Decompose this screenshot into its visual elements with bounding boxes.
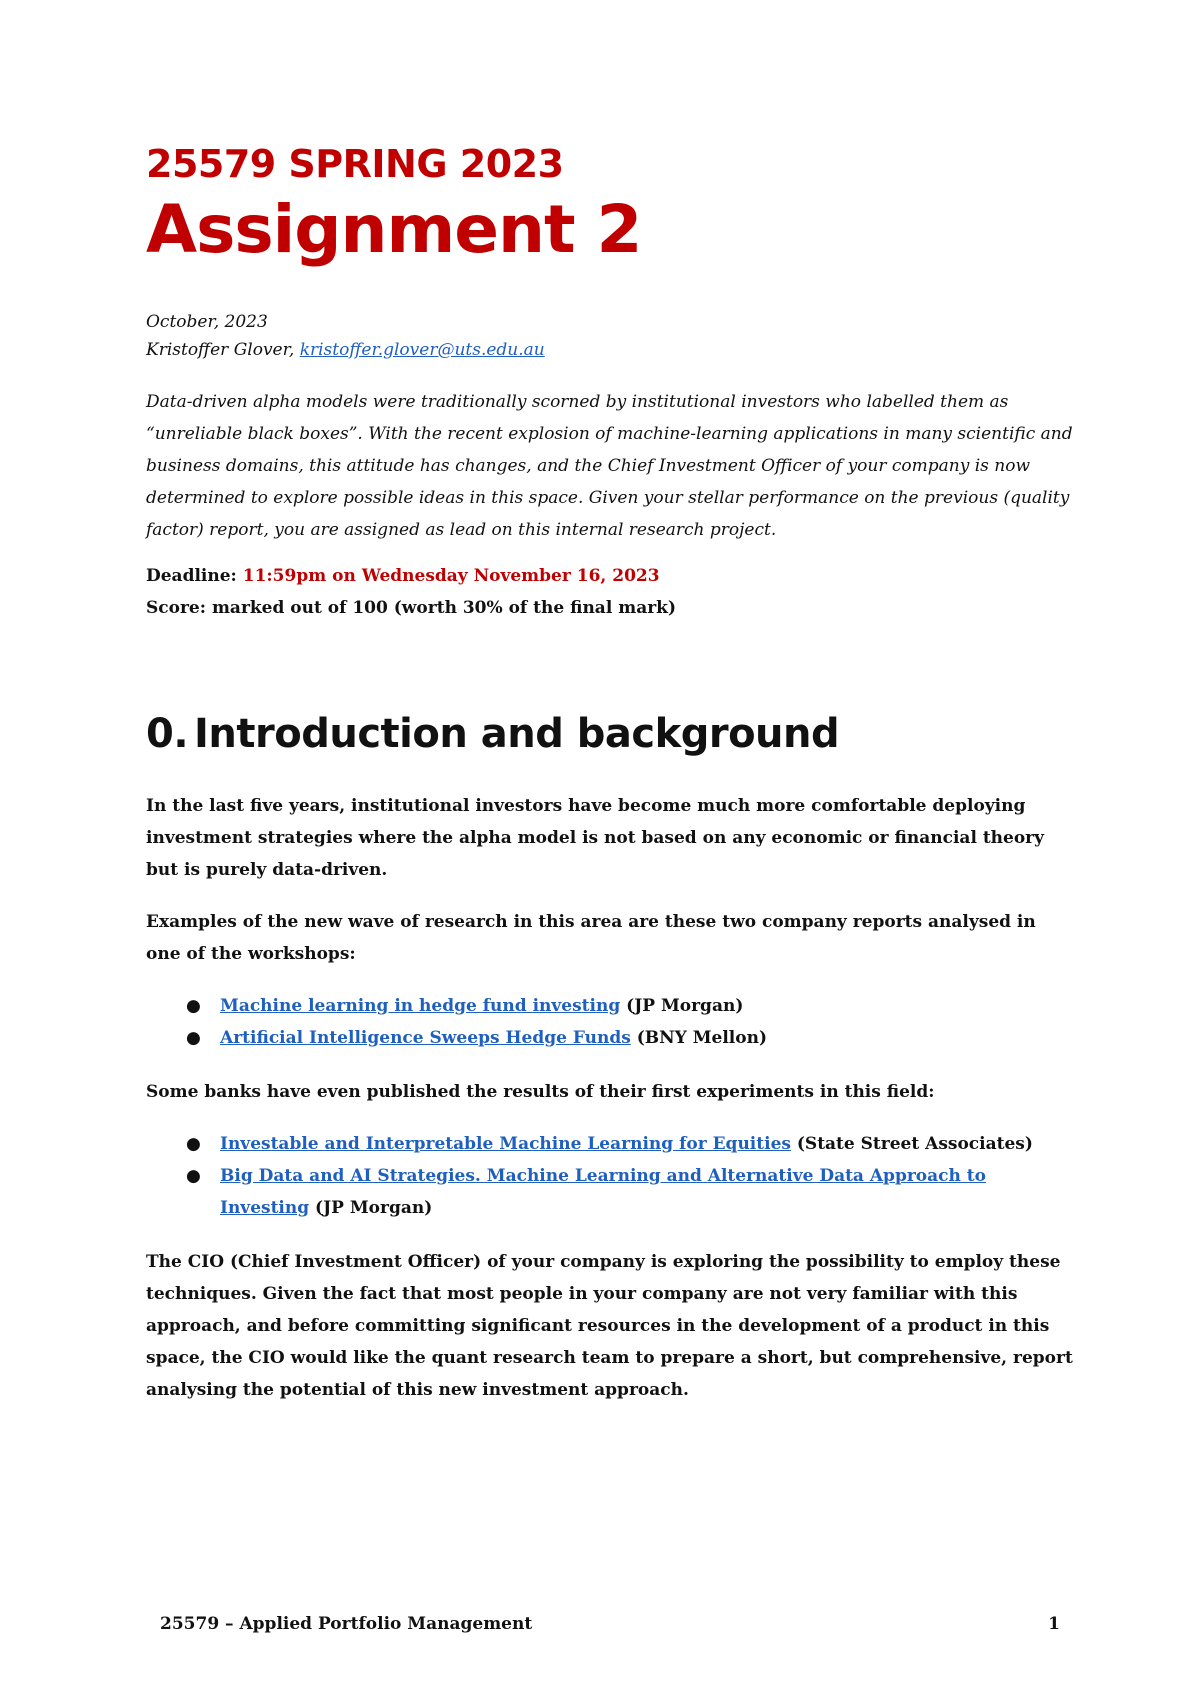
author-email-link[interactable]: kristoffer.glover@uts.edu.au (299, 340, 545, 360)
intro-paragraph: Data-driven alpha models were traditionally scorned by institutional investors who labelled them as “unreliable black boxes”. With the recent explosion of machine-learning applications in many scientific and business domains, this attitude has changes, and the Chief Investment Officer of your company is now determined to explore possible ideas in this space. Given your stellar performance on the previous (quality factor) report, you are assigned as lead on this internal research project. (146, 392, 1073, 540)
deadline-value: 11:59pm on Wednesday November 16, 2023 (242, 566, 660, 586)
date-line: October, 2023 (146, 312, 268, 332)
list-item (146, 1160, 1076, 1224)
score-label: Score: (146, 598, 212, 618)
bullet-icon: ● (186, 1028, 201, 1048)
report-link[interactable]: Investable and Interpretable Machine Learning for Equities (220, 1134, 791, 1154)
report-link[interactable]: Big Data and AI Strategies. Machine Learning and Alternative Data Approach to Investing (220, 1166, 986, 1218)
score-value: marked out of 100 (worth 30% of the final mark) (211, 598, 676, 618)
section-number: 0. (146, 711, 189, 757)
list-item (146, 990, 1076, 1022)
page-content (146, 140, 1076, 1426)
bullet-icon: ● (186, 1134, 201, 1154)
author-line (146, 336, 1076, 364)
page-title: Assignment 2 (146, 191, 642, 268)
bullet-icon: ● (186, 996, 201, 1016)
deadline-block (146, 560, 1076, 624)
footer-course: 25579 – Applied Portfolio Management (160, 1614, 533, 1634)
page-footer (160, 1612, 1060, 1636)
score-line (146, 592, 1076, 624)
paragraph-2: Examples of the new wave of research in this area are these two company reports analysed in one of the workshops: (146, 912, 1036, 964)
report-source: (JP Morgan) (620, 996, 744, 1016)
course-line: 25579 SPRING 2023 (146, 142, 564, 186)
author-name: Kristoffer Glover, (146, 340, 300, 360)
report-source: (BNY Mellon) (630, 1028, 767, 1048)
bullet-icon: ● (186, 1166, 201, 1186)
paragraph-4: The CIO (Chief Investment Officer) of your company is exploring the possibility to employ these techniques. Given the fact that most people in your company are not very familiar with this approach, and before committing significant resources in the development of a product in this space, the CIO would like the quant research team to prepare a short, but comprehensive, report analysing the potential of this new investment approach. (146, 1252, 1073, 1400)
report-link[interactable]: Machine learning in hedge fund investing (220, 996, 621, 1016)
paragraph-1: In the last five years, institutional investors have become much more comfortable deploying investment strategies where the alpha model is not based on any economic or financial theory but is purely data-driven. (146, 796, 1045, 880)
paragraph-3: Some banks have even published the results of their first experiments in this field: (146, 1082, 935, 1102)
list-item (146, 1128, 1076, 1160)
section-title: Introduction and background (194, 711, 840, 757)
company-reports-list (146, 990, 1076, 1054)
report-source: (JP Morgan) (309, 1198, 433, 1218)
section-heading (146, 708, 1076, 760)
report-link[interactable]: Artificial Intelligence Sweeps Hedge Funds (220, 1028, 631, 1048)
experiments-list (146, 1128, 1076, 1224)
deadline-label: Deadline: (146, 566, 243, 586)
page-number: 1 (1048, 1614, 1060, 1634)
list-item (146, 1022, 1076, 1054)
deadline-line (146, 560, 1076, 592)
report-source: (State Street Associates) (790, 1134, 1033, 1154)
